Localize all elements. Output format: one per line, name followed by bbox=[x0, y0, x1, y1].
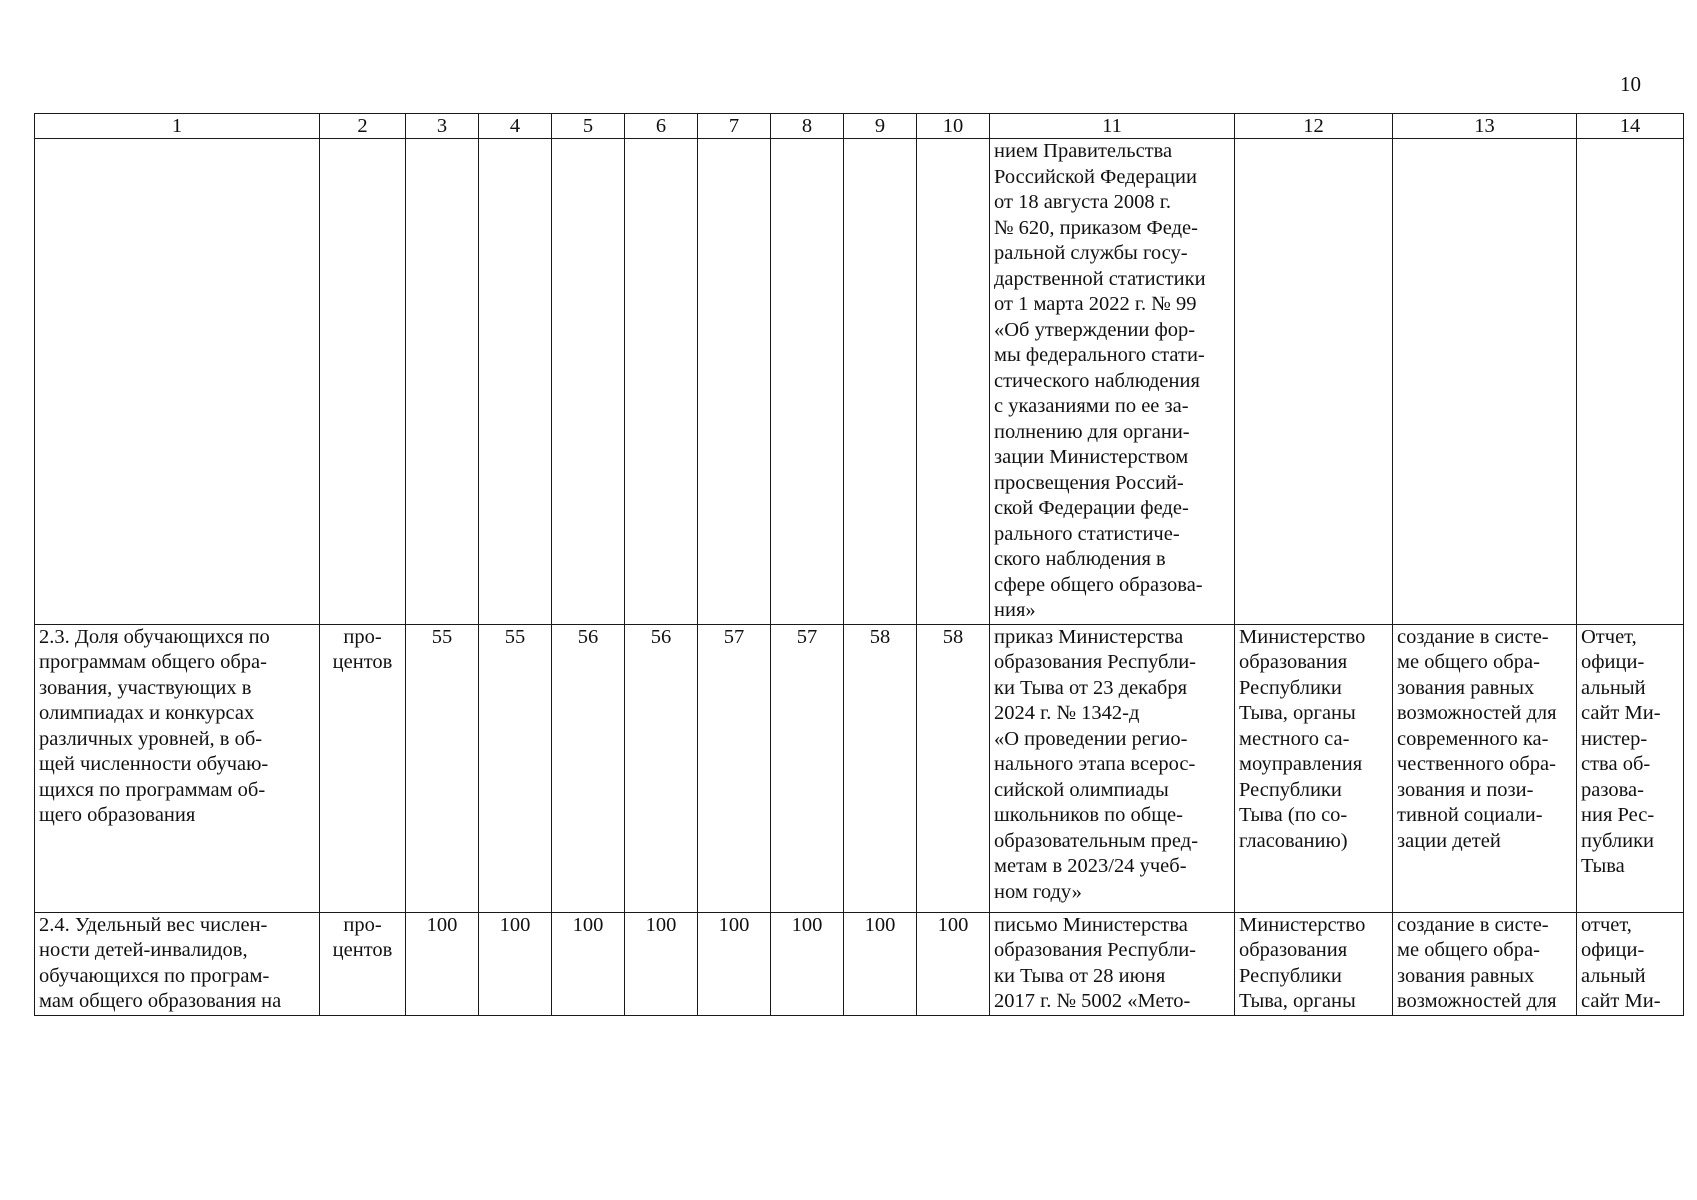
value-cell: 100 bbox=[917, 912, 990, 1015]
goal-cell: создание в систе- ме общего обра- зования равных возможностей для современного ка- чественного обра- зования и пози- тивной социали- зации детей bbox=[1393, 624, 1577, 912]
goal-cell bbox=[1393, 139, 1577, 625]
column-number: 12 bbox=[1235, 114, 1393, 139]
value-cell: 58 bbox=[917, 624, 990, 912]
column-number: 2 bbox=[320, 114, 406, 139]
column-number: 10 bbox=[917, 114, 990, 139]
basis-cell: приказ Министерства образования Республи- ки Тыва от 23 декабря 2024 г. № 1342-д «О проведении регио- нального этапа всерос- сийской олимпиады школьников по обще- образовательным пред- метам в 2023/24 учеб- ном году» bbox=[990, 624, 1235, 912]
source-cell: Отчет, офици- альный сайт Ми- нистер- ства об- разова- ния Рес- публики Тыва bbox=[1577, 624, 1684, 912]
value-cell: 100 bbox=[844, 912, 917, 1015]
goal-cell: создание в систе- ме общего обра- зования равных возможностей для bbox=[1393, 912, 1577, 1015]
value-cell: 56 bbox=[625, 624, 698, 912]
responsible-cell: Министерство образования Республики Тыва, органы bbox=[1235, 912, 1393, 1015]
value-cell bbox=[406, 139, 479, 625]
unit-cell: про- центов bbox=[320, 912, 406, 1015]
page-number: 10 bbox=[1620, 72, 1641, 96]
indicator-cell: 2.4. Удельный вес числен- ности детей-инвалидов, обучающихся по програм- мам общего образования на bbox=[35, 912, 320, 1015]
column-number: 13 bbox=[1393, 114, 1577, 139]
value-cell bbox=[771, 139, 844, 625]
value-cell: 100 bbox=[406, 912, 479, 1015]
column-number: 1 bbox=[35, 114, 320, 139]
value-cell bbox=[917, 139, 990, 625]
value-cell: 58 bbox=[844, 624, 917, 912]
value-cell: 57 bbox=[698, 624, 771, 912]
value-cell: 100 bbox=[771, 912, 844, 1015]
column-number: 3 bbox=[406, 114, 479, 139]
column-number: 6 bbox=[625, 114, 698, 139]
column-number-row bbox=[35, 114, 1684, 139]
indicators-table bbox=[34, 113, 1684, 1016]
basis-cell: нием Правительства Российской Федерации от 18 августа 2008 г. № 620, приказом Феде- ральной службы госу- дарственной статистики от 1 марта 2022 г. № 99 «Об утверждении фор- мы федерального стати- стического наблюдения с указаниями по ее за- полнению для органи- зации Министерством просвещения Россий- ской Федерации феде- рального статистиче- ского наблюдения в сфере общего образова- ния» bbox=[990, 139, 1235, 625]
column-number: 9 bbox=[844, 114, 917, 139]
value-cell bbox=[479, 139, 552, 625]
value-cell bbox=[625, 139, 698, 625]
responsible-cell: Министерство образования Республики Тыва, органы местного са- моуправления Республики Тыва (по со- гласованию) bbox=[1235, 624, 1393, 912]
basis-cell: письмо Министерства образования Республи- ки Тыва от 28 июня 2017 г. № 5002 «Мето- bbox=[990, 912, 1235, 1015]
value-cell: 55 bbox=[479, 624, 552, 912]
unit-cell bbox=[320, 139, 406, 625]
responsible-cell bbox=[1235, 139, 1393, 625]
table-row bbox=[35, 912, 1684, 1015]
column-number: 11 bbox=[990, 114, 1235, 139]
source-cell: отчет, офици- альный сайт Ми- bbox=[1577, 912, 1684, 1015]
value-cell: 100 bbox=[479, 912, 552, 1015]
column-number: 5 bbox=[552, 114, 625, 139]
indicator-cell: 2.3. Доля обучающихся по программам общего обра- зования, участвующих в олимпиадах и конкурсах различных уровней, в об- щей численности обучаю- щихся по программам об- щего образования bbox=[35, 624, 320, 912]
value-cell: 100 bbox=[552, 912, 625, 1015]
value-cell: 55 bbox=[406, 624, 479, 912]
value-cell bbox=[698, 139, 771, 625]
value-cell: 100 bbox=[698, 912, 771, 1015]
indicator-cell bbox=[35, 139, 320, 625]
value-cell bbox=[844, 139, 917, 625]
table-row bbox=[35, 139, 1684, 625]
column-number: 14 bbox=[1577, 114, 1684, 139]
column-number: 4 bbox=[479, 114, 552, 139]
value-cell: 100 bbox=[625, 912, 698, 1015]
value-cell: 57 bbox=[771, 624, 844, 912]
source-cell bbox=[1577, 139, 1684, 625]
column-number: 7 bbox=[698, 114, 771, 139]
value-cell bbox=[552, 139, 625, 625]
value-cell: 56 bbox=[552, 624, 625, 912]
unit-cell: про- центов bbox=[320, 624, 406, 912]
table-row bbox=[35, 624, 1684, 912]
column-number: 8 bbox=[771, 114, 844, 139]
